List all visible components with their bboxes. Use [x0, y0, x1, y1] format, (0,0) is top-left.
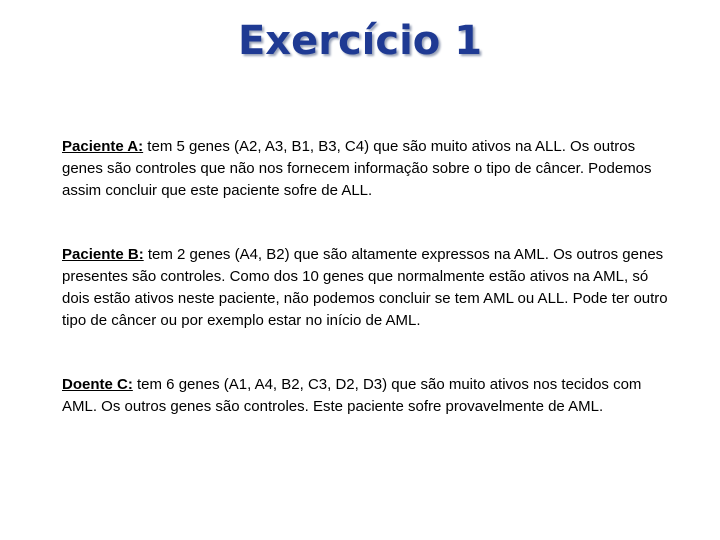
- paragraph-patient-b: [62, 244, 670, 332]
- slide-title: Exercício 1: [237, 18, 483, 64]
- patient-a-text: tem 5 genes (A2, A3, B1, B3, C4) que são muito ativos na ALL. Os outros genes são controles que não nos fornecem informação sobre o tipo de câncer. Podemos assim concluir que este paciente sofre de ALL.: [62, 138, 652, 199]
- patient-b-label: Paciente B:: [62, 246, 144, 263]
- patient-c-text: tem 6 genes (A1, A4, B2, C3, D2, D3) que são muito ativos nos tecidos com AML. Os outros genes são controles. Este paciente sofre provavelmente de AML.: [62, 376, 642, 415]
- patient-a-label: Paciente A:: [62, 138, 144, 155]
- patient-c-label: Doente C:: [62, 376, 133, 393]
- paragraph-patient-a: [62, 136, 670, 202]
- patient-b-text: tem 2 genes (A4, B2) que são altamente expressos na AML. Os outros genes presentes são controles. Como dos 10 genes que normalmente estão ativos na AML, só dois estão ativos neste paciente, não podemos concluir se tem AML ou ALL. Pode ter outro tipo de câncer ou por exemplo estar no início de AML.: [62, 246, 668, 329]
- paragraph-patient-c: [62, 374, 670, 418]
